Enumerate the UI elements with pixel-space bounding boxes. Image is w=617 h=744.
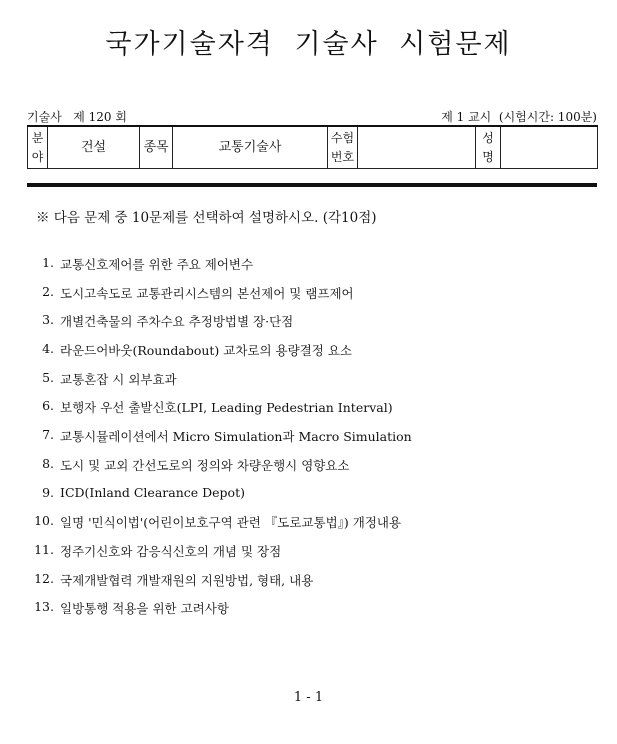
question-number: 5.: [42, 369, 54, 385]
question-item: [27, 542, 597, 571]
question-text: 정주기신호와 감응식신호의 개념 및 장점: [60, 543, 282, 559]
question-number: 11.: [34, 541, 54, 557]
question-text: 교통신호제어를 위한 주요 제어변수: [60, 257, 254, 272]
name-label: [476, 126, 501, 169]
question-item: [27, 255, 597, 284]
question-item: [27, 513, 597, 542]
question-text: ICD(Inland Clearance Depot): [60, 484, 245, 500]
question-number: 1.: [42, 255, 54, 270]
question-text: 보행자 우선 출발신호(LPI, Leading Pedestrian Interval): [60, 400, 393, 416]
question-number: 8.: [42, 455, 54, 471]
divider: [27, 183, 597, 187]
name-label-line1: 성: [482, 130, 494, 145]
exam-title: 국가기술자격 기술사 시험문제: [105, 29, 512, 60]
question-item: [27, 456, 597, 485]
question-text: 도시고속도로 교통관리시스템의 본선제어 및 램프제어: [60, 285, 354, 301]
category-label: 종목: [140, 126, 173, 169]
question-item: [27, 398, 597, 427]
exam-round: 기술사 제 120 회: [27, 110, 127, 124]
question-item: [27, 284, 597, 313]
question-list: [27, 255, 597, 628]
question-number: 2.: [42, 283, 54, 299]
page-number: 1 - 1: [293, 690, 324, 705]
instruction-text: ※ 다음 문제 중 10문제를 선택하여 설명하시오. (각10점): [36, 210, 377, 226]
question-number: 7.: [42, 427, 54, 443]
question-item: [27, 312, 597, 341]
question-text: 라운드어바웃(Roundabout) 교차로의 용량결정 요소: [60, 343, 352, 359]
question-number: 3.: [42, 312, 54, 328]
question-text: 교통혼잡 시 외부효과: [60, 371, 177, 387]
question-text: 일명 '민식이법'(어린이보호구역 관련 『도로교통법』) 개정내용: [60, 515, 402, 531]
field-label-line2: 야: [31, 149, 44, 164]
exam-meta-row: [27, 108, 597, 124]
field-label: [28, 126, 48, 169]
question-text: 일방통행 적용을 위한 고려사항: [60, 601, 229, 617]
field-value: 건설: [48, 126, 140, 169]
question-item: [27, 427, 597, 456]
exam-number-label-line2: 번호: [330, 149, 355, 164]
question-text: 교통시뮬레이션에서 Micro Simulation과 Macro Simulation: [60, 429, 412, 445]
name-label-line2: 명: [482, 149, 494, 164]
question-number: 6.: [42, 398, 54, 414]
field-label-line1: 분: [31, 130, 44, 145]
exam-number-label-line1: 수험: [330, 130, 355, 145]
candidate-info-table: [27, 125, 598, 169]
question-item: [27, 599, 597, 628]
question-text: 개별건축물의 주차수요 추정방법별 장·단점: [60, 314, 294, 330]
category-value: 교통기술사: [173, 126, 328, 169]
exam-number-field[interactable]: [358, 126, 476, 169]
question-item: [27, 571, 597, 600]
question-item: [27, 341, 597, 370]
exam-session: 제 1 교시 (시험시간: 100분): [441, 110, 597, 124]
question-text: 국제개발협력 개발재원의 지원방법, 형태, 내용: [60, 572, 314, 588]
question-item: [27, 485, 597, 514]
question-text: 도시 및 교외 간선도로의 정의와 차량운행시 영향요소: [60, 457, 350, 473]
exam-number-label: [328, 126, 358, 169]
question-item: [27, 370, 597, 399]
question-number: 12.: [34, 570, 54, 586]
question-number: 10.: [34, 513, 54, 529]
question-number: 4.: [42, 341, 54, 357]
name-field[interactable]: [501, 126, 598, 169]
question-number: 13.: [34, 599, 54, 615]
question-number: 9.: [42, 484, 54, 500]
